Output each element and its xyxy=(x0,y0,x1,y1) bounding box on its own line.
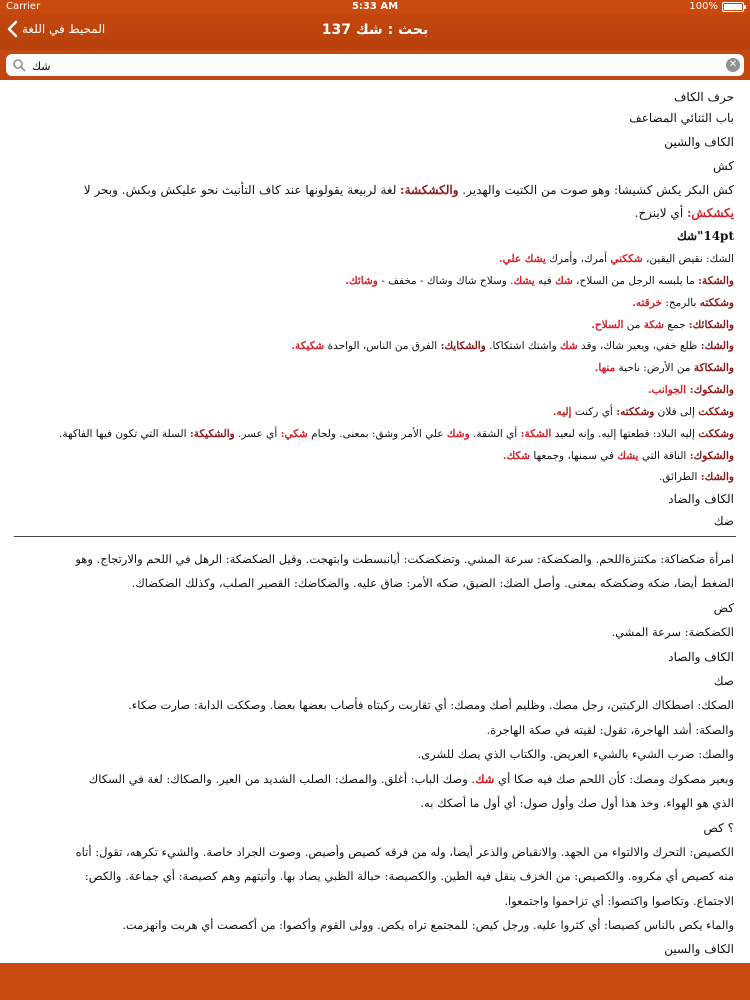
entry-text: امرأة ضكضاكة: مكتنزةاللحم. والضكضكة: سرعة المشي. وتضكضكت: أيانبسطت وابتهجت. وقيل الضكضكة: الرهل في اللحم والارتجاج. وهو xyxy=(75,552,734,566)
divider xyxy=(14,536,736,537)
root-heading: ؟ كص xyxy=(703,821,734,835)
entry-text: والشكة: ما يلبسه الرجل من السلاح، شك فيه يشك. وسلاح شاك وشاك - مخفف - وشائك. xyxy=(345,275,734,287)
root-heading: ضك xyxy=(713,514,734,528)
search-field[interactable] xyxy=(6,54,744,76)
entry-text: والشكاكة من الأرض: ناحية منها. xyxy=(594,362,734,374)
section-heading: الكاف والشين xyxy=(664,135,734,149)
entry-text: والشك: الطرائق. xyxy=(658,471,734,483)
carrier-label: Carrier xyxy=(6,1,41,12)
entry-text: الصكك: اصطكاك الركبتين، رجل مصك. وظليم أصك ومصك: أي تقاربت ركبتاه فأصاب بعضها بعضا. وصككت الدابة: صارت صكاء. xyxy=(128,698,734,712)
battery-percent: 100% xyxy=(689,1,718,12)
section-heading: الكاف والضاد xyxy=(668,492,734,506)
entry-text: وبعير مصكوك ومصك: كأن اللحم صك فيه صكا أي شك. وصك الباب: أغلق. والمصك: الصلب الشديد من العير. والصكاك: لغة في السكاك xyxy=(88,772,734,786)
entry-text: والشك: ظلع خفي، ويعير شاك، وقد شك واشتك اشتكاكا. والشكايك: الفرق من الناس، الواحدة شكيكة. xyxy=(291,340,734,352)
clock: 5:33 AM xyxy=(351,1,399,12)
section-heading: حرف الكاف xyxy=(673,90,734,104)
dictionary-content[interactable] xyxy=(0,80,750,963)
root-heading: كش xyxy=(712,159,734,173)
navigation-bar xyxy=(0,14,750,50)
entry-text: والصك: ضرب الشيء بالشيء العريض. والكتاب الذي يصك للشرى. xyxy=(417,747,734,761)
search-input[interactable] xyxy=(30,56,718,76)
status-bar xyxy=(0,0,750,14)
entry-text: يكشكش: أي لاينزح. xyxy=(634,206,734,220)
entry-text: والصكة: أشد الهاجرة، تقول: لقيته في صكة الهاجرة. xyxy=(486,723,734,737)
entry-text: كش البكر يكش كشيشا: وهو صوت من الكتيت والهدير. والكشكشة: لغة لربيعة يقولونها عند كاف التأنيث نحو عليكش وبكش. وبحر لا xyxy=(83,183,734,197)
section-heading: الكاف والسين xyxy=(664,942,734,956)
entry-text: منه كصيص أي مكروه. والكصيص: من الخزف ينقل فيه الطين. والكصيصة: حبالة الظبي يصاد بها. وأتيتهم وهم كصيصة: أي جماعة. والكص: xyxy=(84,869,734,883)
entry-text: وشككت إلى فلان وشككته: أي ركنت إليه. xyxy=(552,406,734,418)
battery-icon xyxy=(722,2,744,12)
search-icon xyxy=(12,58,26,72)
root-heading: كض xyxy=(713,601,734,615)
entry-text: والشكوك: الناقة التي يشك في سمنها، وجمعها شكك. xyxy=(502,450,734,462)
entry-text: الكضكضة: سرعة المشي. xyxy=(611,625,734,639)
battery-status xyxy=(689,1,744,12)
entry-text: الذي هو الهواء. وخذ هذا أول صك وأول صول: أي أول ما أصكك به. xyxy=(420,796,734,810)
entry-text: الشك: نقيض اليقين، شككني أمرك، وأمرك يشك علي. xyxy=(498,253,734,265)
entry-text: والماء يكص بالناس كصيصا: أي كثروا عليه. ورجل كيص: للمجتمع تراه يكص. وولى القوم وأكصوا: من أكصصت أي هربت وانهزمت. xyxy=(122,918,734,932)
entry-text: والشكائك: جمع شكة من السلاح. xyxy=(591,319,734,331)
entry-text: الضغط أيضا، ضكه وضكضكه بمعنى. وأصل الضك: الضيق، ضكه الأمر: ضاق عليه. والضكاضك: القصير الصلب، وكذلك الضكضاك. xyxy=(131,576,734,590)
entry-text: الكصيص: التحرك والالتواء من الجهد. والانقباض والذعر أيضا، وله من فرقه كصيص وأصيص. وصوت الجراد خاصة. والشيء تكرهه، تقول: أتاه xyxy=(75,845,734,859)
entry-text: والشكوك: الجوانب. xyxy=(647,384,734,396)
entry-text: وشككت إليه البلاد: قطعتها إليه. وإنه لبعيد الشكة: أي الشقة. وشك علي الأمر وشق: بمعنى. ولجام شكي: أي عسر. والشكيكة: السلة التي تكون فيها الفاكهة. xyxy=(59,428,734,440)
search-bar xyxy=(0,50,750,80)
bottom-toolbar xyxy=(0,963,750,1000)
section-heading: باب الثنائي المضاعف xyxy=(629,111,734,125)
entry-text: الاجتماع. وتكاصوا واكتصوا: أي تزاحموا واجتمعوا. xyxy=(504,894,734,908)
clear-icon[interactable]: ✕ xyxy=(726,58,740,72)
root-heading: 14pt"شك xyxy=(676,229,734,243)
root-heading: صك xyxy=(713,674,734,688)
entry-text: وشككته بالرمح: خرقته. xyxy=(632,297,734,309)
back-button-label: المحيط في اللغة xyxy=(22,22,106,36)
page-title: 137 بحث : شك xyxy=(321,22,429,38)
section-heading: الكاف والصاد xyxy=(668,650,734,664)
